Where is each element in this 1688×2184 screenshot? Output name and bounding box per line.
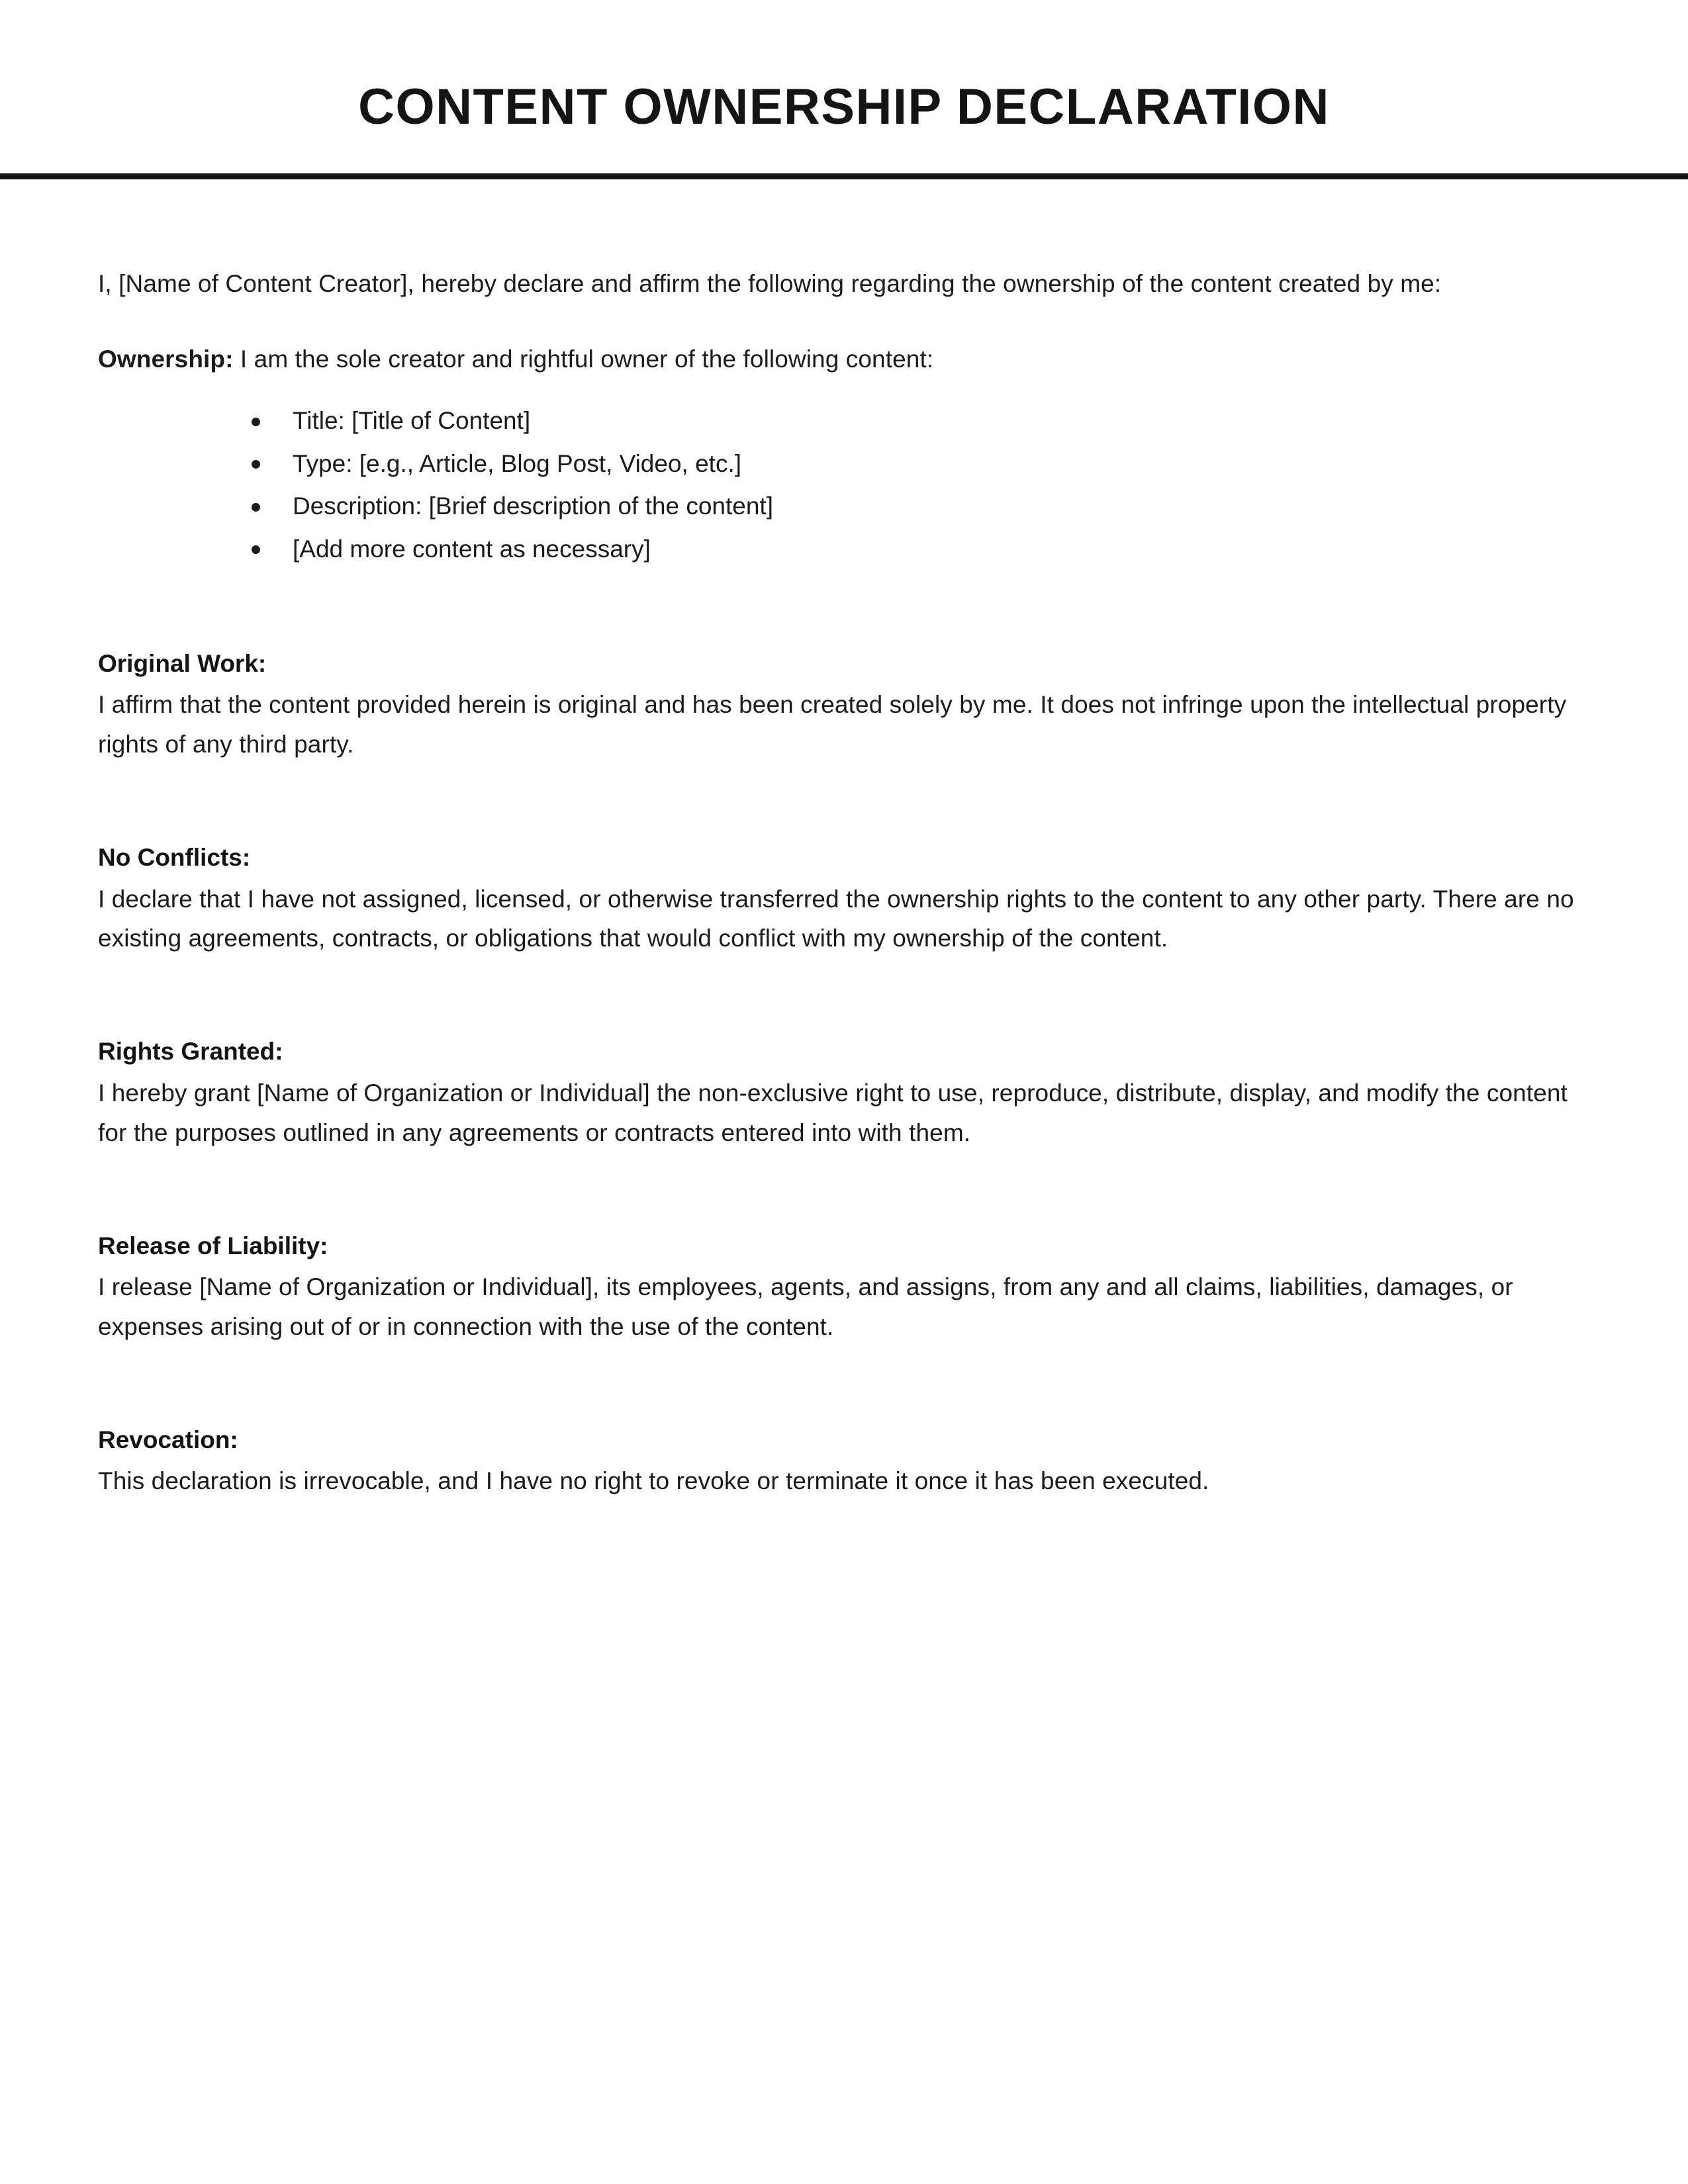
- section-text: This declaration is irrevocable, and I have no right to revoke or terminate it once it has been executed.: [98, 1467, 1209, 1495]
- section-original-work: [98, 645, 1590, 764]
- section-heading: Release of Liability:: [98, 1232, 328, 1259]
- list-item-label: Title: [Title of Content]: [293, 407, 531, 435]
- list-item-label: [Add more content as necessary]: [293, 535, 651, 563]
- ownership-paragraph: [98, 340, 1590, 379]
- list-item-label: Type: [e.g., Article, Blog Post, Video, etc.]: [293, 449, 742, 477]
- bullet-icon: [252, 545, 260, 554]
- list-item: [252, 528, 1590, 570]
- bullet-icon: [252, 503, 260, 512]
- section-rights-granted: [98, 1032, 1590, 1152]
- list-item-label: Description: [Brief description of the content]: [293, 492, 773, 520]
- content-list: [98, 400, 1590, 570]
- section-text: I release [Name of Organization or Individual], its employees, agents, and assigns, from any and all claims, liabilities, damages, or expenses arising out of or in connection with the use of the content.: [98, 1273, 1513, 1340]
- page-title: CONTENT OWNERSHIP DECLARATION: [358, 79, 1330, 135]
- list-item: [252, 485, 1590, 527]
- title-divider: [0, 173, 1688, 179]
- bottom-spacer: [98, 1501, 1590, 1580]
- section-text: I hereby grant [Name of Organization or Individual] the non-exclusive right to use, reproduce, distribute, display, and modify the content for the purposes outlined in any agreements or contracts entered into with them.: [98, 1079, 1568, 1146]
- document-body: [0, 264, 1688, 1581]
- section-heading: Rights Granted:: [98, 1038, 283, 1066]
- section-text: I declare that I have not assigned, licensed, or otherwise transferred the ownership rights to the content to any other party. There are no existing agreements, contracts, or obligations that would conflict with my ownership of the content.: [98, 885, 1574, 952]
- section-heading: No Conflicts:: [98, 844, 251, 872]
- document-header: [0, 0, 1688, 179]
- intro-paragraph: I, [Name of Content Creator], hereby declare and affirm the following regarding the ownership of the content created by me:: [98, 269, 1442, 297]
- list-item: [252, 443, 1590, 485]
- section-release-of-liability: [98, 1227, 1590, 1347]
- section-heading: Original Work:: [98, 649, 267, 677]
- list-item: [252, 400, 1590, 442]
- section-no-conflicts: [98, 839, 1590, 958]
- ownership-label: Ownership:: [98, 345, 234, 373]
- bullet-icon: [252, 460, 260, 469]
- bullet-icon: [252, 418, 260, 426]
- section-text: I affirm that the content provided herein is original and has been created solely by me. It does not infringe upon the intellectual property rights of any third party.: [98, 691, 1567, 758]
- ownership-text: I am the sole creator and rightful owner of the following content:: [233, 345, 934, 373]
- section-revocation: [98, 1421, 1590, 1501]
- section-heading: Revocation:: [98, 1426, 238, 1453]
